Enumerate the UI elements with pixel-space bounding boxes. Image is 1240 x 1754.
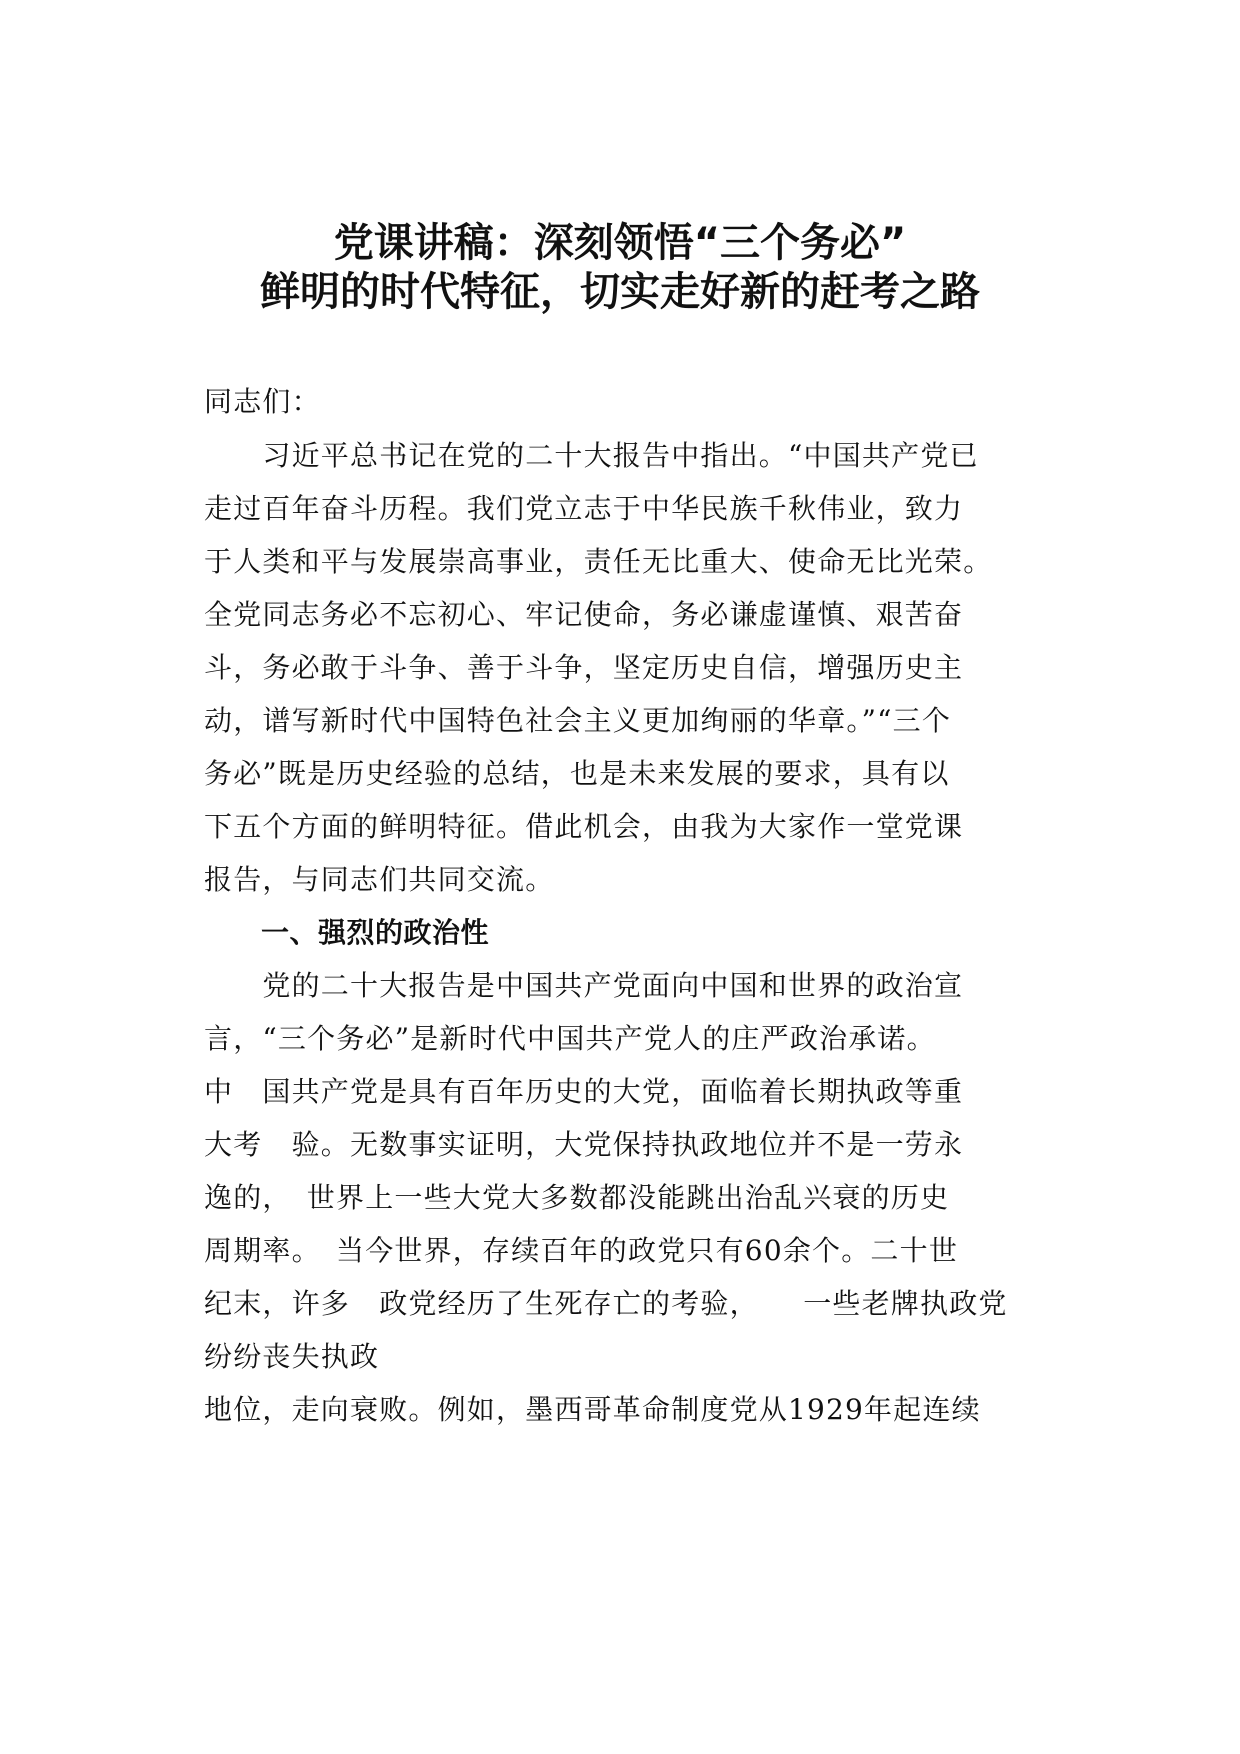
- section-heading: 一、强烈的政治性: [204, 916, 490, 949]
- paragraph-2-line: 言，“三个务必”是新时代中国共产党人的庄严政治承诺。: [204, 1022, 936, 1055]
- paragraph-2-line: 地位，走向衰败。例如，墨西哥革命制度党从1929年起连续: [204, 1393, 981, 1426]
- paragraph-2-line: 中 国共产党是具有百年历史的大党，面临着长期执政等重: [204, 1075, 964, 1108]
- document-title-line-2: 鲜明的时代特征，切实走好新的赶考之路: [260, 269, 980, 315]
- paragraph-2-line: 逸的， 世界上一些大党大多数都没能跳出治乱兴衰的历史: [204, 1181, 950, 1214]
- paragraph-1-line: 务必”既是历史经验的总结，也是未来发展的要求，具有以: [204, 757, 950, 790]
- paragraph-2-line: 大考 验。无数事实证明，大党保持执政地位并不是一劳永: [204, 1128, 964, 1161]
- paragraph-1-line: 于人类和平与发展崇高事业，责任无比重大、使命无比光荣。: [204, 545, 993, 578]
- paragraph-2-line: 纪末，许多 政党经历了生死存亡的考验， 一些老牌执政党: [204, 1287, 1008, 1320]
- paragraph-1-line: 走过百年奋斗历程。我们党立志于中华民族千秋伟业，致力: [204, 492, 964, 525]
- paragraph-1-line: 斗，务必敢于斗争、善于斗争，坚定历史自信，增强历史主: [204, 651, 964, 684]
- paragraph-2-line: 党的二十大报告是中国共产党面向中国和世界的政治宣: [204, 969, 964, 1002]
- paragraph-2-line: 纷纷丧失执政: [204, 1340, 380, 1373]
- paragraph-1-line: 报告，与同志们共同交流。: [204, 863, 555, 896]
- paragraph-1-line: 动，谱写新时代中国特色社会主义更加绚丽的华章。”“三个: [204, 704, 952, 737]
- paragraph-1-line: 全党同志务必不忘初心、牢记使命，务必谦虚谨慎、艰苦奋: [204, 598, 964, 631]
- document-title-line-1: 党课讲稿：深刻领悟“三个务必”: [333, 220, 907, 266]
- paragraph-1-line: 习近平总书记在党的二十大报告中指出。“中国共产党已: [204, 439, 979, 472]
- paragraph-2-line: 周期率。 当今世界，存续百年的政党只有60余个。二十世: [204, 1234, 959, 1267]
- salutation: 同志们：: [204, 385, 321, 418]
- paragraph-1-line: 下五个方面的鲜明特征。借此机会，由我为大家作一堂党课: [204, 810, 964, 843]
